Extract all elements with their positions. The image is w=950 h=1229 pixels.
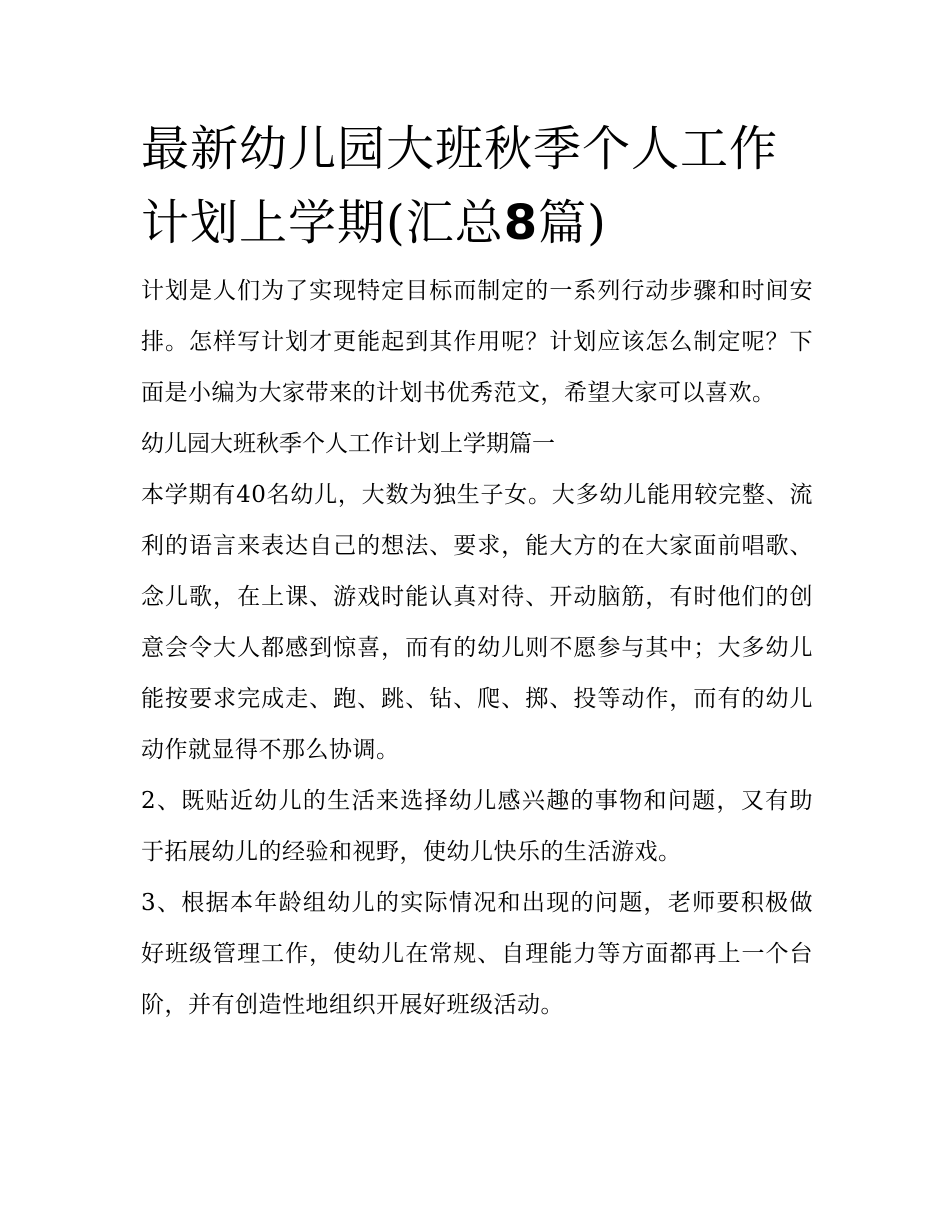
title-number: 8 xyxy=(503,195,539,251)
body-paragraph-3: 3、根据本年龄组幼儿的实际情况和出现的问题，老师要积极做好班级管理工作，使幼儿在常规、自理能力等方面都再上一个台阶，并有创造性地组织开展好班级活动。 xyxy=(141,890,813,1018)
section-heading: 幼儿园大班秋季个人工作计划上学期篇一 xyxy=(141,431,555,457)
document-page xyxy=(141,112,813,1031)
intro-paragraph: 计划是人们为了实现特定目标而制定的一系列行动步骤和时间安排。怎样写计划才更能起到其作用呢？计划应该怎么制定呢？下面是小编为大家带来的计划书优秀范文，希望大家可以喜欢。 xyxy=(141,278,813,406)
title-text-part2: 篇) xyxy=(538,195,607,251)
document-title xyxy=(141,112,813,260)
title-text-part1: 最新幼儿园大班秋季个人工作计划上学期(汇总 xyxy=(141,121,779,251)
body-paragraph-1: 本学期有40名幼儿，大数为独生子女。大多幼儿能用较完整、流利的语言来表达自己的想法、要求，能大方的在大家面前唱歌、念儿歌，在上课、游戏时能认真对待、开动脑筋，有时他们的创意会令大人都感到惊喜，而有的幼儿则不愿参与其中；大多幼儿能按要求完成走、跑、跳、钻、爬、掷、投等动作，而有的幼儿动作就显得不那么协调。 xyxy=(141,482,813,763)
body-paragraph-2: 2、既贴近幼儿的生活来选择幼儿感兴趣的事物和问题，又有助于拓展幼儿的经验和视野，使幼儿快乐的生活游戏。 xyxy=(141,788,813,865)
